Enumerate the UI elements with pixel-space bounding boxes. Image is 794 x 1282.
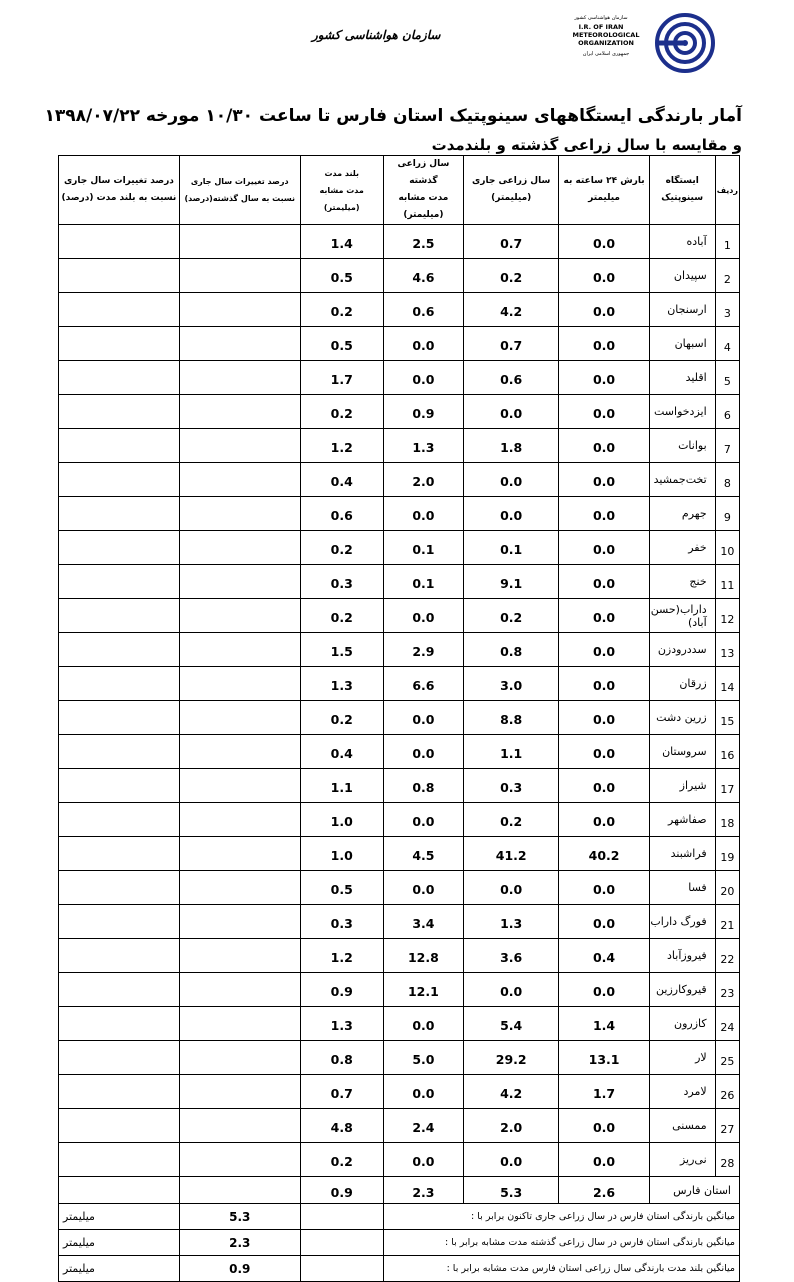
- station-name: کازرون: [649, 1007, 715, 1041]
- change-vs-longterm: [59, 599, 180, 633]
- change-vs-previous: [179, 361, 300, 395]
- station-name: جهرم: [649, 497, 715, 531]
- row-index: 12: [715, 599, 739, 633]
- table-row: [59, 701, 740, 735]
- row-index: 17: [715, 769, 739, 803]
- rain-long-term: 1.3: [300, 667, 383, 701]
- rain-previous-year: 2.9: [383, 633, 463, 667]
- rain-previous-year: 4.6: [383, 259, 463, 293]
- rain-long-term: 0.2: [300, 599, 383, 633]
- table-row: [59, 429, 740, 463]
- rain-current-year: 0.1: [464, 531, 559, 565]
- report-title: آمار بارندگی ایستگاههای سینوپتیک استان فارس تا ساعت ۱۰/۳۰ مورخه ۱۳۹۸/۰۷/۲۲: [44, 106, 742, 126]
- row-index: 5: [715, 361, 739, 395]
- change-vs-previous: [179, 769, 300, 803]
- change-vs-previous: [179, 1075, 300, 1109]
- summary-spacer: [300, 1230, 383, 1256]
- table-row: [59, 769, 740, 803]
- total-rain-24h: 2.6: [559, 1177, 649, 1204]
- table-row: [59, 259, 740, 293]
- change-vs-longterm: [59, 735, 180, 769]
- change-vs-previous: [179, 599, 300, 633]
- change-vs-previous: [179, 871, 300, 905]
- rain-current-year: 0.0: [464, 463, 559, 497]
- change-vs-previous: [179, 259, 300, 293]
- change-vs-longterm: [59, 633, 180, 667]
- logo-fa-bottom: جمهوری اسلامی ایران: [582, 51, 630, 57]
- change-vs-longterm: [59, 939, 180, 973]
- row-index: 7: [715, 429, 739, 463]
- station-name: لامرد: [649, 1075, 715, 1109]
- change-vs-previous: [179, 837, 300, 871]
- rain-24h: 0.0: [559, 735, 649, 769]
- change-vs-previous: [179, 803, 300, 837]
- rain-current-year: 0.2: [464, 259, 559, 293]
- rain-previous-year: 0.0: [383, 1075, 463, 1109]
- table-row: [59, 531, 740, 565]
- row-index: 21: [715, 905, 739, 939]
- change-vs-previous: [179, 293, 300, 327]
- logo-en-line3: ORGANIZATION: [578, 39, 634, 47]
- rain-24h: 0.0: [559, 871, 649, 905]
- rain-previous-year: 0.8: [383, 769, 463, 803]
- total-rain-long-term: 0.9: [300, 1177, 383, 1204]
- rain-current-year: 0.2: [464, 803, 559, 837]
- rain-long-term: 0.4: [300, 463, 383, 497]
- row-index: 28: [715, 1143, 739, 1177]
- rain-current-year: 0.7: [464, 225, 559, 259]
- rain-current-year: 0.8: [464, 633, 559, 667]
- rain-current-year: 0.0: [464, 871, 559, 905]
- station-name: اقلید: [649, 361, 715, 395]
- station-name: فراشبند: [649, 837, 715, 871]
- station-name: فسا: [649, 871, 715, 905]
- change-vs-previous: [179, 1007, 300, 1041]
- change-vs-longterm: [59, 429, 180, 463]
- change-vs-previous: [179, 701, 300, 735]
- change-vs-longterm: [59, 1075, 180, 1109]
- summary-row: [59, 1256, 740, 1282]
- change-vs-previous: [179, 973, 300, 1007]
- station-name: خفر: [649, 531, 715, 565]
- rain-current-year: 8.8: [464, 701, 559, 735]
- rain-previous-year: 2.0: [383, 463, 463, 497]
- change-vs-previous: [179, 327, 300, 361]
- rain-previous-year: 0.0: [383, 1143, 463, 1177]
- change-vs-longterm: [59, 905, 180, 939]
- table-row: [59, 463, 740, 497]
- rain-current-year: 0.0: [464, 1143, 559, 1177]
- change-vs-longterm: [59, 1041, 180, 1075]
- table-row: [59, 225, 740, 259]
- station-name: سپیدان: [649, 259, 715, 293]
- rain-current-year: 1.8: [464, 429, 559, 463]
- rain-previous-year: 0.0: [383, 497, 463, 531]
- summary-label: میانگین بارندگی استان فارس در سال زراعی گذشته مدت مشابه برابر با :: [383, 1230, 739, 1256]
- change-vs-longterm: [59, 803, 180, 837]
- rain-24h: 0.0: [559, 497, 649, 531]
- change-vs-longterm: [59, 361, 180, 395]
- rain-current-year: 0.0: [464, 973, 559, 1007]
- rain-long-term: 1.1: [300, 769, 383, 803]
- table-row: [59, 871, 740, 905]
- rain-long-term: 0.2: [300, 701, 383, 735]
- rain-24h: 0.0: [559, 701, 649, 735]
- table-row: [59, 599, 740, 633]
- header-long-term: بلند مدت مدت مشابه (میلیمتر): [300, 156, 383, 225]
- report-subtitle: و مقایسه با سال زراعی گذشته و بلندمدت: [431, 136, 742, 154]
- header-station: ایستگاه سینوپتیک: [649, 156, 715, 225]
- total-change-vs-previous: [179, 1177, 300, 1204]
- station-name: آباده: [649, 225, 715, 259]
- station-name: ارسنجان: [649, 293, 715, 327]
- change-vs-longterm: [59, 871, 180, 905]
- rain-long-term: 1.3: [300, 1007, 383, 1041]
- rain-24h: 0.0: [559, 327, 649, 361]
- rain-long-term: 0.8: [300, 1041, 383, 1075]
- change-vs-previous: [179, 531, 300, 565]
- table-row: [59, 361, 740, 395]
- rain-previous-year: 0.0: [383, 735, 463, 769]
- rain-current-year: 0.0: [464, 497, 559, 531]
- station-name: خنج: [649, 565, 715, 599]
- change-vs-previous: [179, 497, 300, 531]
- rain-long-term: 0.2: [300, 395, 383, 429]
- table-row: [59, 565, 740, 599]
- station-name: تخت‌جمشید: [649, 463, 715, 497]
- rain-previous-year: 3.4: [383, 905, 463, 939]
- row-index: 16: [715, 735, 739, 769]
- summary-row: [59, 1230, 740, 1256]
- change-vs-longterm: [59, 1143, 180, 1177]
- rain-long-term: 0.5: [300, 871, 383, 905]
- rain-long-term: 1.7: [300, 361, 383, 395]
- rain-current-year: 29.2: [464, 1041, 559, 1075]
- table-row: [59, 1109, 740, 1143]
- summary-unit: میلیمتر: [59, 1256, 180, 1282]
- rain-long-term: 0.2: [300, 531, 383, 565]
- table-row: [59, 1143, 740, 1177]
- table-row: [59, 497, 740, 531]
- rain-previous-year: 0.0: [383, 361, 463, 395]
- header-idx: ردیف: [715, 156, 739, 225]
- table-row: [59, 973, 740, 1007]
- summary-spacer: [300, 1256, 383, 1282]
- summary-value: 5.3: [179, 1204, 300, 1230]
- rain-previous-year: 0.9: [383, 395, 463, 429]
- table-row: [59, 633, 740, 667]
- row-index: 23: [715, 973, 739, 1007]
- change-vs-longterm: [59, 497, 180, 531]
- summary-unit: میلیمتر: [59, 1230, 180, 1256]
- rain-current-year: 9.1: [464, 565, 559, 599]
- station-name: زرین دشت: [649, 701, 715, 735]
- summary-value: 2.3: [179, 1230, 300, 1256]
- change-vs-previous: [179, 395, 300, 429]
- change-vs-longterm: [59, 463, 180, 497]
- change-vs-longterm: [59, 769, 180, 803]
- rain-long-term: 0.5: [300, 327, 383, 361]
- station-name: صفاشهر: [649, 803, 715, 837]
- row-index: 15: [715, 701, 739, 735]
- rain-current-year: 0.2: [464, 599, 559, 633]
- change-vs-previous: [179, 1143, 300, 1177]
- rain-current-year: 2.0: [464, 1109, 559, 1143]
- change-vs-longterm: [59, 259, 180, 293]
- row-index: 4: [715, 327, 739, 361]
- change-vs-longterm: [59, 1109, 180, 1143]
- rain-24h: 40.2: [559, 837, 649, 871]
- table-row: [59, 735, 740, 769]
- row-index: 18: [715, 803, 739, 837]
- table-row: [59, 293, 740, 327]
- row-index: 19: [715, 837, 739, 871]
- total-rain-current-year: 5.3: [464, 1177, 559, 1204]
- rain-long-term: 1.2: [300, 939, 383, 973]
- row-index: 22: [715, 939, 739, 973]
- change-vs-longterm: [59, 225, 180, 259]
- station-name: نی‌ریز: [649, 1143, 715, 1177]
- change-vs-longterm: [59, 837, 180, 871]
- station-name: زرقان: [649, 667, 715, 701]
- station-name: ایزدخواست: [649, 395, 715, 429]
- summary-spacer: [300, 1204, 383, 1230]
- rain-long-term: 0.5: [300, 259, 383, 293]
- change-vs-longterm: [59, 531, 180, 565]
- logo-fa-top: سازمان هواشناسی کشور: [574, 15, 628, 21]
- rain-previous-year: 0.1: [383, 565, 463, 599]
- rain-long-term: 0.9: [300, 973, 383, 1007]
- change-vs-longterm: [59, 395, 180, 429]
- row-index: 10: [715, 531, 739, 565]
- row-index: 11: [715, 565, 739, 599]
- rain-24h: 1.4: [559, 1007, 649, 1041]
- table-row: [59, 395, 740, 429]
- station-name: شیراز: [649, 769, 715, 803]
- row-index: 26: [715, 1075, 739, 1109]
- rain-previous-year: 2.5: [383, 225, 463, 259]
- header-previous-year: سال زراعی گذشته مدت مشابه (میلیمتر): [383, 156, 463, 225]
- rain-previous-year: 0.6: [383, 293, 463, 327]
- rain-24h: 0.0: [559, 531, 649, 565]
- rain-long-term: 0.4: [300, 735, 383, 769]
- change-vs-previous: [179, 1041, 300, 1075]
- table-row: [59, 1041, 740, 1075]
- row-index: 6: [715, 395, 739, 429]
- total-change-vs-longterm: [59, 1177, 180, 1204]
- rain-24h: 0.0: [559, 361, 649, 395]
- rain-previous-year: 2.4: [383, 1109, 463, 1143]
- change-vs-longterm: [59, 293, 180, 327]
- change-vs-previous: [179, 735, 300, 769]
- rain-long-term: 0.3: [300, 565, 383, 599]
- table-row: [59, 803, 740, 837]
- rain-previous-year: 0.0: [383, 599, 463, 633]
- station-name: ممسنی: [649, 1109, 715, 1143]
- table-row: [59, 837, 740, 871]
- station-name: قیروکارزین: [649, 973, 715, 1007]
- change-vs-previous: [179, 463, 300, 497]
- table-row: [59, 1007, 740, 1041]
- rain-24h: 0.0: [559, 429, 649, 463]
- rain-long-term: 1.4: [300, 225, 383, 259]
- summary-value: 0.9: [179, 1256, 300, 1282]
- change-vs-longterm: [59, 701, 180, 735]
- station-name: فیروزآباد: [649, 939, 715, 973]
- summary-unit: میلیمتر: [59, 1204, 180, 1230]
- rain-24h: 0.4: [559, 939, 649, 973]
- rain-previous-year: 0.1: [383, 531, 463, 565]
- station-name: سددرودزن: [649, 633, 715, 667]
- rain-current-year: 0.6: [464, 361, 559, 395]
- rain-24h: 0.0: [559, 259, 649, 293]
- rain-24h: 0.0: [559, 803, 649, 837]
- logo-en-line2: METEOROLOGICAL: [572, 31, 640, 39]
- total-rain-previous-year: 2.3: [383, 1177, 463, 1204]
- row-index: 2: [715, 259, 739, 293]
- rain-current-year: 0.3: [464, 769, 559, 803]
- rain-current-year: 1.1: [464, 735, 559, 769]
- row-index: 25: [715, 1041, 739, 1075]
- station-name: بوانات: [649, 429, 715, 463]
- rain-previous-year: 0.0: [383, 1007, 463, 1041]
- table-row: [59, 939, 740, 973]
- rain-long-term: 1.0: [300, 837, 383, 871]
- header-rain24: بارش ۲۴ ساعته به میلیمتر: [559, 156, 649, 225]
- rain-current-year: 4.2: [464, 1075, 559, 1109]
- rain-long-term: 1.5: [300, 633, 383, 667]
- change-vs-previous: [179, 633, 300, 667]
- rain-current-year: 5.4: [464, 1007, 559, 1041]
- station-name: لار: [649, 1041, 715, 1075]
- table-row: [59, 667, 740, 701]
- change-vs-previous: [179, 429, 300, 463]
- rain-current-year: 3.6: [464, 939, 559, 973]
- rain-long-term: 0.2: [300, 1143, 383, 1177]
- rain-long-term: 0.7: [300, 1075, 383, 1109]
- rain-long-term: 1.2: [300, 429, 383, 463]
- row-index: 20: [715, 871, 739, 905]
- rain-current-year: 1.3: [464, 905, 559, 939]
- table-row: [59, 1075, 740, 1109]
- total-row: [59, 1177, 740, 1204]
- rain-24h: 0.0: [559, 599, 649, 633]
- rain-24h: 0.0: [559, 225, 649, 259]
- change-vs-previous: [179, 1109, 300, 1143]
- meteorological-organization-logo: [551, 10, 721, 76]
- header-current-year: سال زراعی جاری (میلیمتر): [464, 156, 559, 225]
- change-vs-longterm: [59, 327, 180, 361]
- table-header-row: [59, 156, 740, 225]
- rain-24h: 0.0: [559, 769, 649, 803]
- rain-current-year: 41.2: [464, 837, 559, 871]
- logo-en-line1: I.R. OF IRAN: [578, 23, 624, 31]
- rain-24h: 0.0: [559, 395, 649, 429]
- station-name: اسبهان: [649, 327, 715, 361]
- header-change-vs-previous: درصد تغییرات سال جاری نسبت به سال گذشته(درصد): [179, 156, 300, 225]
- rain-24h: 0.0: [559, 1109, 649, 1143]
- rain-current-year: 4.2: [464, 293, 559, 327]
- change-vs-longterm: [59, 667, 180, 701]
- table-row: [59, 905, 740, 939]
- rain-long-term: 0.3: [300, 905, 383, 939]
- rain-24h: 0.0: [559, 565, 649, 599]
- row-index: 1: [715, 225, 739, 259]
- rain-24h: 13.1: [559, 1041, 649, 1075]
- header-change-vs-longterm: درصد تغییرات سال جاری نسبت به بلند مدت (درصد): [59, 156, 180, 225]
- change-vs-longterm: [59, 1007, 180, 1041]
- summary-label: میانگین بارندگی استان فارس در سال زراعی جاری تاکنون برابر با :: [383, 1204, 739, 1230]
- rain-previous-year: 5.0: [383, 1041, 463, 1075]
- rain-24h: 1.7: [559, 1075, 649, 1109]
- rain-previous-year: 1.3: [383, 429, 463, 463]
- rainfall-table: [58, 155, 740, 1282]
- rain-previous-year: 4.5: [383, 837, 463, 871]
- organization-name-left: سازمان هواشناسی کشور: [312, 28, 441, 42]
- rain-long-term: 0.2: [300, 293, 383, 327]
- table-row: [59, 327, 740, 361]
- rain-current-year: 0.0: [464, 395, 559, 429]
- rain-previous-year: 0.0: [383, 871, 463, 905]
- row-index: 3: [715, 293, 739, 327]
- summary-label: میانگین بلند مدت بارندگی سال زراعی استان فارس مدت مشابه برابر با :: [383, 1256, 739, 1282]
- rain-long-term: 0.6: [300, 497, 383, 531]
- change-vs-longterm: [59, 565, 180, 599]
- row-index: 13: [715, 633, 739, 667]
- rain-long-term: 1.0: [300, 803, 383, 837]
- rain-24h: 0.0: [559, 463, 649, 497]
- change-vs-longterm: [59, 973, 180, 1007]
- rain-previous-year: 6.6: [383, 667, 463, 701]
- rain-long-term: 4.8: [300, 1109, 383, 1143]
- change-vs-previous: [179, 939, 300, 973]
- rain-previous-year: 12.8: [383, 939, 463, 973]
- rain-24h: 0.0: [559, 1143, 649, 1177]
- row-index: 9: [715, 497, 739, 531]
- station-name: داراب(حسن آباد): [649, 599, 715, 633]
- total-station-name: استان فارس: [649, 1177, 739, 1204]
- rain-current-year: 0.7: [464, 327, 559, 361]
- station-name: سروستان: [649, 735, 715, 769]
- summary-row: [59, 1204, 740, 1230]
- change-vs-previous: [179, 667, 300, 701]
- row-index: 8: [715, 463, 739, 497]
- rain-previous-year: 0.0: [383, 803, 463, 837]
- rain-24h: 0.0: [559, 973, 649, 1007]
- rain-24h: 0.0: [559, 293, 649, 327]
- change-vs-previous: [179, 905, 300, 939]
- row-index: 14: [715, 667, 739, 701]
- row-index: 24: [715, 1007, 739, 1041]
- rain-previous-year: 12.1: [383, 973, 463, 1007]
- rain-previous-year: 0.0: [383, 701, 463, 735]
- rain-24h: 0.0: [559, 667, 649, 701]
- row-index: 27: [715, 1109, 739, 1143]
- change-vs-previous: [179, 225, 300, 259]
- rain-24h: 0.0: [559, 905, 649, 939]
- change-vs-previous: [179, 565, 300, 599]
- station-name: فورگ داراب: [649, 905, 715, 939]
- rain-previous-year: 0.0: [383, 327, 463, 361]
- rain-current-year: 3.0: [464, 667, 559, 701]
- rain-24h: 0.0: [559, 633, 649, 667]
